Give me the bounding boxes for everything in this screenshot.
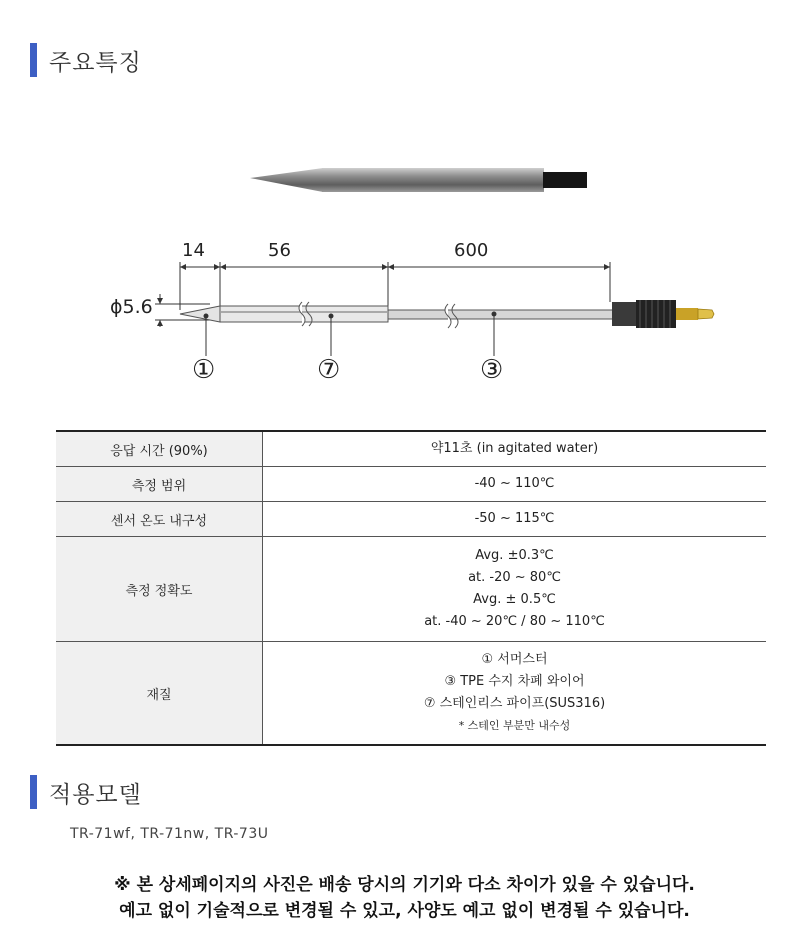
value-line: ① 서머스터: [481, 652, 548, 667]
table-row: [56, 431, 766, 467]
value-line: ③ TPE 수지 차폐 와이어: [444, 674, 585, 689]
row-header: 센서 온도 내구성: [56, 502, 263, 537]
value-line: -40 ~ 110℃: [474, 476, 555, 491]
value-line: Avg. ±0.3℃: [475, 548, 554, 563]
value-line: at. -40 ~ 20℃ / 80 ~ 110℃: [424, 614, 605, 629]
model-list: TR-71wf, TR-71nw, TR-73U: [70, 826, 269, 842]
callout-3: ③: [480, 355, 504, 385]
section-title-features: [30, 43, 142, 77]
value-line: at. -20 ~ 80℃: [468, 570, 561, 585]
row-header: 측정 범위: [56, 467, 263, 502]
diameter-label: ϕ5.6: [110, 296, 153, 318]
title-accent-bar: [30, 775, 37, 809]
spec-table: [56, 430, 766, 746]
section-title-models: [30, 775, 142, 809]
dim-cable-label: 600: [454, 240, 489, 261]
row-header: 측정 정확도: [56, 537, 263, 642]
table-row: [56, 502, 766, 537]
callout-7: ⑦: [317, 355, 341, 385]
table-row: [56, 642, 766, 746]
value-line: Avg. ± 0.5℃: [473, 592, 556, 607]
callout-1: ①: [192, 355, 216, 385]
row-value: [263, 537, 767, 642]
value-line: 약11초 (in agitated water): [430, 441, 599, 456]
probe-dimension-diagram: [100, 232, 740, 392]
row-value: [263, 502, 767, 537]
table-row: [56, 537, 766, 642]
dim-tip-label: 14: [182, 240, 205, 261]
notice: [0, 872, 809, 924]
table-row: [56, 467, 766, 502]
value-line: -50 ~ 115℃: [474, 511, 555, 526]
row-value: [263, 642, 767, 746]
value-line: ⑦ 스테인리스 파이프(SUS316): [423, 696, 606, 711]
notice-line-2: 예고 없이 기술적으로 변경될 수 있고, 사양도 예고 없이 변경될 수 있습니다.: [119, 901, 690, 921]
section-title-text: 적용모델: [49, 781, 142, 808]
row-header: 재질: [56, 642, 263, 746]
section-title-text: 주요특징: [49, 49, 142, 76]
dim-body-label: 56: [268, 240, 291, 261]
value-note: * 스테인 부분만 내수성: [458, 719, 571, 732]
title-accent-bar: [30, 43, 37, 77]
row-value: [263, 431, 767, 467]
probe-photo: [248, 160, 588, 200]
row-header: 응답 시간 (90%): [56, 431, 263, 467]
row-value: [263, 467, 767, 502]
notice-line-1: ※ 본 상세페이지의 사진은 배송 당시의 기기와 다소 차이가 있을 수 있습니다.: [114, 875, 695, 895]
